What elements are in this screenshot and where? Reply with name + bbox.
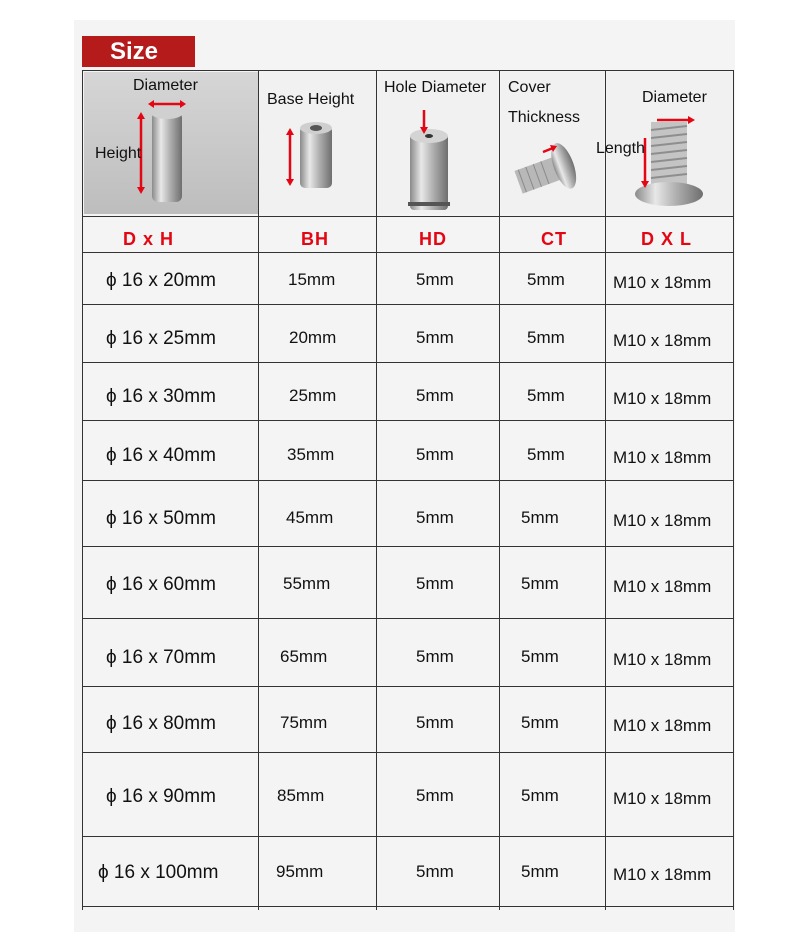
base-height-label: Base Height: [267, 91, 355, 108]
cell-dxl: M10 x 18mm: [613, 789, 712, 808]
table-rule: [82, 304, 734, 305]
cell-dxh: ϕ 16 x 70mm: [106, 647, 216, 668]
cell-hd: 5mm: [416, 270, 454, 289]
table-column-rule: [733, 70, 734, 910]
cell-dxl: M10 x 18mm: [613, 716, 712, 735]
cell-ct: 5mm: [521, 574, 559, 593]
table-column-rule: [376, 70, 377, 910]
cell-hd: 5mm: [416, 862, 454, 881]
table-rule: [82, 752, 734, 753]
thickness-label: Thickness: [508, 109, 581, 126]
cell-hd: 5mm: [416, 386, 454, 405]
cell-hd: 5mm: [416, 508, 454, 527]
cell-hd: 5mm: [416, 328, 454, 347]
cell-bh: 75mm: [280, 713, 328, 732]
table-rule: [82, 420, 734, 421]
cell-dxh: ϕ 16 x 25mm: [106, 328, 216, 349]
table-rule: [82, 480, 734, 481]
cell-dxh: ϕ 16 x 40mm: [106, 445, 216, 466]
cell-dxl: M10 x 18mm: [613, 577, 712, 596]
cell-bh: 20mm: [289, 328, 337, 347]
cell-bh: 85mm: [277, 786, 325, 805]
code-ct: CT: [541, 229, 567, 249]
table-rule: [82, 216, 734, 217]
code-dxh: D x H: [123, 229, 175, 249]
table-column-rule: [258, 70, 259, 910]
table-rule: [82, 836, 734, 837]
cell-dxl: M10 x 18mm: [613, 448, 712, 467]
table-rule: [82, 252, 734, 253]
table-rule: [82, 618, 734, 619]
diameter-label: Diameter: [133, 77, 198, 94]
cell-dxl: M10 x 18mm: [613, 865, 712, 884]
table-rule: [82, 362, 734, 363]
cell-dxl: M10 x 18mm: [613, 389, 712, 408]
cell-dxh: ϕ 16 x 80mm: [106, 713, 216, 734]
cell-dxh: ϕ 16 x 50mm: [106, 508, 216, 529]
code-bh: BH: [301, 229, 329, 249]
cell-ct: 5mm: [527, 328, 565, 347]
table-column-rule: [499, 70, 500, 910]
cell-hd: 5mm: [416, 445, 454, 464]
cell-ct: 5mm: [521, 713, 559, 732]
length-label: Length: [596, 140, 645, 157]
cell-dxl: M10 x 18mm: [613, 331, 712, 350]
cell-ct: 5mm: [521, 647, 559, 666]
cell-bh: 65mm: [280, 647, 328, 666]
cell-bh: 45mm: [286, 508, 334, 527]
cell-ct: 5mm: [527, 386, 565, 405]
cell-ct: 5mm: [527, 445, 565, 464]
cell-bh: 25mm: [289, 386, 337, 405]
code-hd: HD: [419, 229, 447, 249]
table-rule: [82, 906, 734, 907]
size-title: Size: [82, 36, 195, 67]
cell-hd: 5mm: [416, 786, 454, 805]
cell-hd: 5mm: [416, 574, 454, 593]
table-rule: [82, 70, 734, 71]
hole-diameter-label: Hole Diameter: [384, 79, 487, 96]
cell-hd: 5mm: [416, 713, 454, 732]
cell-bh: 35mm: [287, 445, 335, 464]
cell-hd: 5mm: [416, 647, 454, 666]
cell-ct: 5mm: [521, 786, 559, 805]
cell-bh: 55mm: [283, 574, 331, 593]
table-rule: [82, 686, 734, 687]
cell-dxh: ϕ 16 x 100mm: [98, 862, 219, 883]
cell-ct: 5mm: [521, 508, 559, 527]
cover-label: Cover: [508, 79, 551, 96]
height-label: Height: [95, 145, 142, 162]
table-column-rule: [82, 70, 83, 910]
table-column-rule: [605, 70, 606, 910]
cell-ct: 5mm: [521, 862, 559, 881]
code-dxl: D X L: [641, 229, 693, 249]
cell-dxl: M10 x 18mm: [613, 511, 712, 530]
cell-dxh: ϕ 16 x 60mm: [106, 574, 216, 595]
screw-diameter-label: Diameter: [642, 89, 707, 106]
cell-ct: 5mm: [527, 270, 565, 289]
cell-bh: 95mm: [276, 862, 324, 881]
cell-dxl: M10 x 18mm: [613, 650, 712, 669]
table-rule: [82, 546, 734, 547]
cell-dxh: ϕ 16 x 20mm: [106, 270, 216, 291]
cell-dxl: M10 x 18mm: [613, 273, 712, 292]
cell-dxh: ϕ 16 x 30mm: [106, 386, 216, 407]
cell-dxh: ϕ 16 x 90mm: [106, 786, 216, 807]
cell-bh: 15mm: [288, 270, 336, 289]
